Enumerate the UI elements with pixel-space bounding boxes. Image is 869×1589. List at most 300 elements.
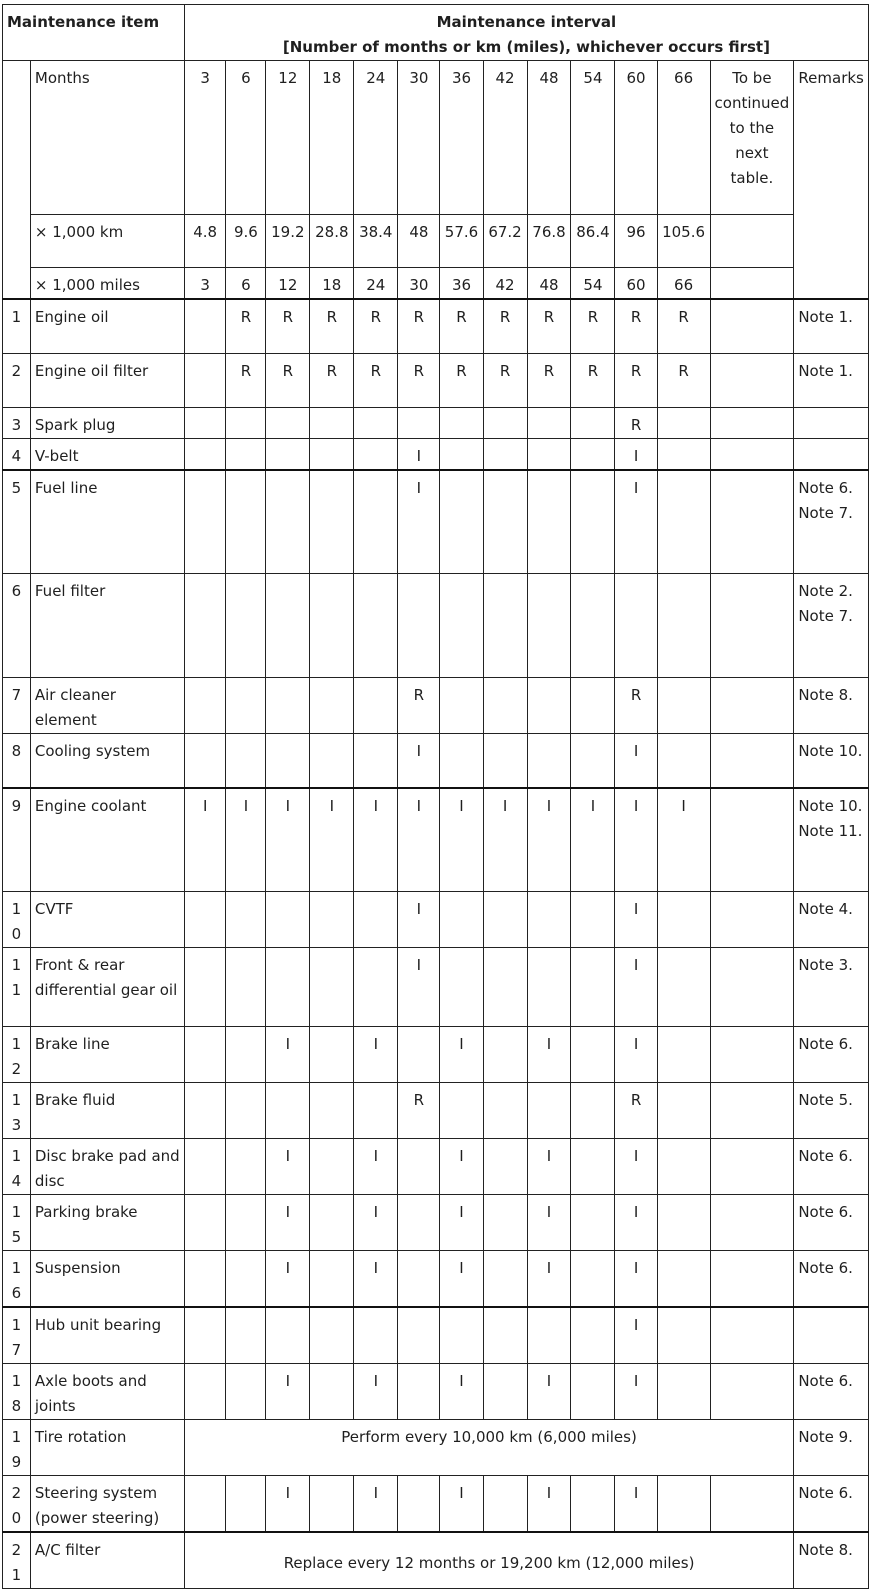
interval-cell — [440, 734, 483, 788]
remark-cell: Note 6. — [794, 1251, 869, 1308]
month-value: 24 — [354, 61, 398, 215]
interval-cell — [440, 892, 483, 948]
interval-cell — [571, 948, 615, 1027]
interval-cell — [657, 1307, 710, 1364]
interval-cell — [226, 734, 266, 788]
interval-cell — [527, 948, 571, 1027]
interval-cell: I — [354, 1476, 398, 1533]
months-row — [3, 61, 869, 215]
km-value: 67.2 — [483, 215, 527, 268]
interval-cell — [184, 299, 226, 353]
interval-cell: R — [615, 678, 657, 734]
table-row — [3, 299, 869, 353]
item-number: 16 — [3, 1251, 31, 1308]
interval-cell: R — [615, 1083, 657, 1139]
interval-cell — [354, 892, 398, 948]
km-value: 28.8 — [310, 215, 354, 268]
interval-cell — [310, 892, 354, 948]
blank-cell — [710, 734, 794, 788]
interval-cell — [184, 1307, 226, 1364]
interval-cell — [571, 892, 615, 948]
interval-cell: I — [527, 1195, 571, 1251]
miles-value: 24 — [354, 268, 398, 300]
interval-cell — [483, 1195, 527, 1251]
miles-value: 30 — [398, 268, 440, 300]
interval-cell — [398, 1476, 440, 1533]
table-row — [3, 1364, 869, 1420]
interval-cell — [527, 407, 571, 438]
item-number: 5 — [3, 470, 31, 574]
interval-cell — [266, 734, 310, 788]
item-number: 3 — [3, 407, 31, 438]
interval-cell — [266, 1083, 310, 1139]
remark-cell: Note 6. — [794, 1139, 869, 1195]
blank-cell — [710, 892, 794, 948]
interval-cell — [483, 470, 527, 574]
km-value: 4.8 — [184, 215, 226, 268]
interval-cell: I — [440, 1251, 483, 1308]
interval-cell: I — [615, 1476, 657, 1533]
interval-cell — [483, 892, 527, 948]
interval-cell — [483, 1083, 527, 1139]
miles-value: 3 — [184, 268, 226, 300]
interval-cell — [310, 470, 354, 574]
interval-cell — [440, 438, 483, 470]
interval-cell — [184, 1364, 226, 1420]
item-number: 13 — [3, 1083, 31, 1139]
interval-cell — [398, 1195, 440, 1251]
interval-cell — [571, 1307, 615, 1364]
table-row — [3, 1476, 869, 1533]
blank-cell — [710, 470, 794, 574]
interval-cell: I — [615, 1307, 657, 1364]
interval-cell: I — [440, 1027, 483, 1083]
interval-cell: I — [527, 1139, 571, 1195]
item-number: 12 — [3, 1027, 31, 1083]
miles-value: 42 — [483, 268, 527, 300]
interval-cell: I — [615, 1364, 657, 1420]
interval-cell — [226, 1476, 266, 1533]
item-number: 19 — [3, 1420, 31, 1476]
maintenance-item-header: Maintenance item — [3, 5, 185, 61]
interval-cell — [571, 1476, 615, 1533]
interval-cell — [226, 892, 266, 948]
interval-title: Maintenance interval — [436, 13, 617, 31]
table-row — [3, 1532, 869, 1589]
interval-cell — [354, 1083, 398, 1139]
interval-cell — [527, 574, 571, 678]
remark-cell: Note 6. — [794, 1195, 869, 1251]
interval-cell: I — [266, 1027, 310, 1083]
interval-cell — [266, 407, 310, 438]
km-value: 48 — [398, 215, 440, 268]
interval-cell: R — [398, 299, 440, 353]
interval-cell — [483, 1476, 527, 1533]
interval-cell: R — [226, 299, 266, 353]
interval-cell — [354, 734, 398, 788]
interval-cell — [657, 734, 710, 788]
interval-cell — [571, 407, 615, 438]
interval-cell — [527, 1307, 571, 1364]
interval-cell — [398, 1251, 440, 1308]
interval-cell: R — [440, 353, 483, 407]
month-value: 60 — [615, 61, 657, 215]
item-number: 20 — [3, 1476, 31, 1533]
interval-cell: R — [527, 353, 571, 407]
interval-cell: I — [354, 1027, 398, 1083]
interval-cell — [184, 892, 226, 948]
remark-cell: Note 6. — [794, 1027, 869, 1083]
interval-cell: I — [354, 1139, 398, 1195]
month-value: 12 — [266, 61, 310, 215]
maintenance-schedule-table — [2, 4, 869, 1589]
interval-cell: R — [657, 353, 710, 407]
month-value: 42 — [483, 61, 527, 215]
item-number: 21 — [3, 1532, 31, 1589]
interval-cell — [483, 407, 527, 438]
interval-cell — [657, 678, 710, 734]
maintenance-interval-header — [184, 5, 868, 61]
interval-cell — [657, 1251, 710, 1308]
interval-cell — [657, 1476, 710, 1533]
remark-cell: Note 10. — [794, 734, 869, 788]
interval-cell: I — [266, 1364, 310, 1420]
item-number: 10 — [3, 892, 31, 948]
interval-cell — [266, 1307, 310, 1364]
interval-cell: I — [527, 1364, 571, 1420]
interval-cell — [184, 1027, 226, 1083]
interval-cell — [657, 1364, 710, 1420]
table-row — [3, 1139, 869, 1195]
interval-cell — [226, 438, 266, 470]
table-row — [3, 407, 869, 438]
interval-cell — [657, 1195, 710, 1251]
interval-cell — [657, 407, 710, 438]
interval-cell: I — [527, 1251, 571, 1308]
interval-cell: I — [440, 1364, 483, 1420]
remark-cell: Note 6. — [794, 1364, 869, 1420]
item-name: Engine coolant — [30, 788, 184, 892]
interval-cell: R — [226, 353, 266, 407]
table-row — [3, 1420, 869, 1476]
interval-cell: I — [657, 788, 710, 892]
interval-cell — [440, 1307, 483, 1364]
miles-value: 48 — [527, 268, 571, 300]
blank-cell — [710, 948, 794, 1027]
interval-cell — [184, 734, 226, 788]
interval-cell: I — [615, 470, 657, 574]
item-number: 2 — [3, 353, 31, 407]
item-number: 9 — [3, 788, 31, 892]
remark-cell: Note 1. — [794, 299, 869, 353]
item-name: Engine oil — [30, 299, 184, 353]
interval-cell — [310, 1476, 354, 1533]
interval-cell — [571, 1364, 615, 1420]
interval-cell: R — [266, 353, 310, 407]
miles-label: × 1,000 miles — [30, 268, 184, 300]
interval-cell — [226, 1083, 266, 1139]
item-name: Disc brake pad and disc — [30, 1139, 184, 1195]
miles-value: 18 — [310, 268, 354, 300]
interval-cell: R — [483, 299, 527, 353]
interval-cell: R — [310, 299, 354, 353]
interval-cell — [310, 948, 354, 1027]
interval-cell: R — [657, 299, 710, 353]
interval-cell: R — [571, 353, 615, 407]
km-value: 19.2 — [266, 215, 310, 268]
item-number: 4 — [3, 438, 31, 470]
interval-cell: I — [398, 948, 440, 1027]
item-number: 11 — [3, 948, 31, 1027]
remark-cell: Note 6. Note 7. — [794, 470, 869, 574]
interval-cell — [226, 1195, 266, 1251]
interval-cell — [310, 574, 354, 678]
table-row — [3, 470, 869, 574]
interval-cell — [483, 574, 527, 678]
interval-cell — [310, 1251, 354, 1308]
remark-cell — [794, 1307, 869, 1364]
item-name: Air cleaner element — [30, 678, 184, 734]
km-value: 96 — [615, 215, 657, 268]
interval-cell: I — [354, 1251, 398, 1308]
interval-cell — [527, 892, 571, 948]
item-number: 1 — [3, 299, 31, 353]
interval-cell — [266, 438, 310, 470]
interval-cell — [527, 470, 571, 574]
interval-cell — [310, 1364, 354, 1420]
interval-cell — [483, 1251, 527, 1308]
interval-cell: R — [527, 299, 571, 353]
interval-subtitle: [Number of months or km (miles), whichever occurs first] — [282, 38, 770, 56]
blank-cell — [710, 299, 794, 353]
interval-cell — [184, 1139, 226, 1195]
item-name: V-belt — [30, 438, 184, 470]
interval-cell: R — [571, 299, 615, 353]
item-number: 17 — [3, 1307, 31, 1364]
interval-cell: I — [266, 1251, 310, 1308]
table-row — [3, 1195, 869, 1251]
interval-cell — [657, 438, 710, 470]
interval-cell — [226, 1251, 266, 1308]
continued-note: To be continued to the next table. — [710, 61, 794, 215]
interval-cell — [310, 1083, 354, 1139]
interval-cell — [310, 1195, 354, 1251]
interval-cell: I — [398, 892, 440, 948]
blank-cell — [710, 353, 794, 407]
interval-cell — [184, 1251, 226, 1308]
interval-cell: R — [483, 353, 527, 407]
interval-cell — [657, 892, 710, 948]
interval-cell: I — [440, 1139, 483, 1195]
interval-cell: R — [615, 353, 657, 407]
item-name: Steering system (power steering) — [30, 1476, 184, 1533]
interval-cell — [184, 438, 226, 470]
item-name: Fuel line — [30, 470, 184, 574]
interval-cell: I — [615, 1251, 657, 1308]
interval-span-note: Replace every 12 months or 19,200 km (12,000 miles) — [184, 1532, 793, 1589]
interval-cell — [571, 438, 615, 470]
interval-cell — [354, 948, 398, 1027]
interval-cell: I — [440, 788, 483, 892]
interval-cell: I — [266, 788, 310, 892]
blank-cell — [710, 1083, 794, 1139]
blank-cell — [710, 407, 794, 438]
interval-cell: R — [398, 1083, 440, 1139]
item-name: Parking brake — [30, 1195, 184, 1251]
interval-cell — [226, 407, 266, 438]
interval-cell: I — [310, 788, 354, 892]
interval-cell: I — [398, 438, 440, 470]
remark-cell: Note 6. — [794, 1476, 869, 1533]
interval-cell: I — [527, 1027, 571, 1083]
miles-value: 60 — [615, 268, 657, 300]
km-value: 38.4 — [354, 215, 398, 268]
interval-cell — [266, 892, 310, 948]
remark-cell — [794, 407, 869, 438]
interval-cell — [657, 574, 710, 678]
miles-row — [3, 268, 869, 300]
interval-cell — [310, 1307, 354, 1364]
table-row — [3, 438, 869, 470]
remark-cell: Note 5. — [794, 1083, 869, 1139]
interval-cell: I — [266, 1195, 310, 1251]
interval-cell — [483, 734, 527, 788]
interval-cell: I — [266, 1476, 310, 1533]
item-name: A/C filter — [30, 1532, 184, 1589]
table-row — [3, 1251, 869, 1308]
km-value: 9.6 — [226, 215, 266, 268]
interval-cell — [226, 1027, 266, 1083]
interval-cell — [483, 438, 527, 470]
item-number: 8 — [3, 734, 31, 788]
km-row — [3, 215, 869, 268]
interval-cell — [398, 1307, 440, 1364]
interval-cell — [483, 678, 527, 734]
interval-cell — [571, 1027, 615, 1083]
blank-cell — [710, 1251, 794, 1308]
remark-cell: Note 8. — [794, 1532, 869, 1589]
table-row — [3, 574, 869, 678]
blank-cell — [710, 1195, 794, 1251]
table-row — [3, 1027, 869, 1083]
item-name: Engine oil filter — [30, 353, 184, 407]
interval-cell — [615, 574, 657, 678]
interval-cell — [571, 734, 615, 788]
km-value: 76.8 — [527, 215, 571, 268]
interval-cell — [310, 438, 354, 470]
item-name: Hub unit bearing — [30, 1307, 184, 1364]
interval-cell — [354, 1307, 398, 1364]
interval-cell — [657, 1139, 710, 1195]
interval-cell — [571, 1251, 615, 1308]
table-row — [3, 1083, 869, 1139]
interval-cell: I — [527, 788, 571, 892]
item-number: 7 — [3, 678, 31, 734]
interval-cell — [657, 1083, 710, 1139]
interval-cell: I — [354, 788, 398, 892]
interval-cell — [184, 574, 226, 678]
month-value: 6 — [226, 61, 266, 215]
month-value: 30 — [398, 61, 440, 215]
interval-cell — [226, 1307, 266, 1364]
km-value: 57.6 — [440, 215, 483, 268]
interval-cell: I — [615, 892, 657, 948]
remark-cell: Note 1. — [794, 353, 869, 407]
blank-cell — [710, 788, 794, 892]
interval-cell: I — [354, 1195, 398, 1251]
interval-cell — [527, 1083, 571, 1139]
interval-cell — [571, 1195, 615, 1251]
interval-cell: R — [440, 299, 483, 353]
interval-cell: I — [398, 470, 440, 574]
interval-cell: R — [354, 299, 398, 353]
table-row — [3, 788, 869, 892]
remark-cell: Note 2. Note 7. — [794, 574, 869, 678]
interval-cell — [571, 1139, 615, 1195]
interval-cell: I — [615, 1139, 657, 1195]
blank-cell — [710, 574, 794, 678]
interval-cell — [398, 1364, 440, 1420]
km-value: 105.6 — [657, 215, 710, 268]
table-row — [3, 678, 869, 734]
table-row — [3, 353, 869, 407]
interval-cell: I — [440, 1476, 483, 1533]
interval-cell: I — [615, 788, 657, 892]
item-number: 6 — [3, 574, 31, 678]
interval-cell — [440, 574, 483, 678]
blank-cell — [710, 1476, 794, 1533]
interval-cell: I — [615, 1195, 657, 1251]
interval-cell: R — [615, 299, 657, 353]
month-value: 66 — [657, 61, 710, 215]
interval-cell — [527, 678, 571, 734]
interval-cell — [226, 948, 266, 1027]
interval-cell — [184, 1195, 226, 1251]
month-value: 48 — [527, 61, 571, 215]
interval-cell — [354, 470, 398, 574]
interval-cell: I — [440, 1195, 483, 1251]
interval-cell — [310, 734, 354, 788]
interval-cell: R — [354, 353, 398, 407]
km-value: 86.4 — [571, 215, 615, 268]
interval-cell — [483, 1027, 527, 1083]
interval-cell — [226, 574, 266, 678]
table-row — [3, 892, 869, 948]
remark-cell: Note 10. Note 11. — [794, 788, 869, 892]
interval-cell — [266, 470, 310, 574]
item-number: 18 — [3, 1364, 31, 1420]
miles-value: 54 — [571, 268, 615, 300]
remark-cell — [794, 438, 869, 470]
interval-cell — [266, 574, 310, 678]
interval-cell — [184, 1476, 226, 1533]
interval-cell: I — [615, 1027, 657, 1083]
interval-cell — [440, 470, 483, 574]
interval-cell — [398, 407, 440, 438]
table-row — [3, 948, 869, 1027]
interval-cell — [483, 948, 527, 1027]
interval-cell — [571, 1083, 615, 1139]
interval-cell — [310, 1139, 354, 1195]
table-row — [3, 734, 869, 788]
interval-cell: I — [354, 1364, 398, 1420]
interval-cell — [354, 678, 398, 734]
month-value: 18 — [310, 61, 354, 215]
interval-cell — [354, 407, 398, 438]
interval-cell — [398, 574, 440, 678]
blank-cell — [710, 1307, 794, 1364]
interval-cell — [184, 1083, 226, 1139]
